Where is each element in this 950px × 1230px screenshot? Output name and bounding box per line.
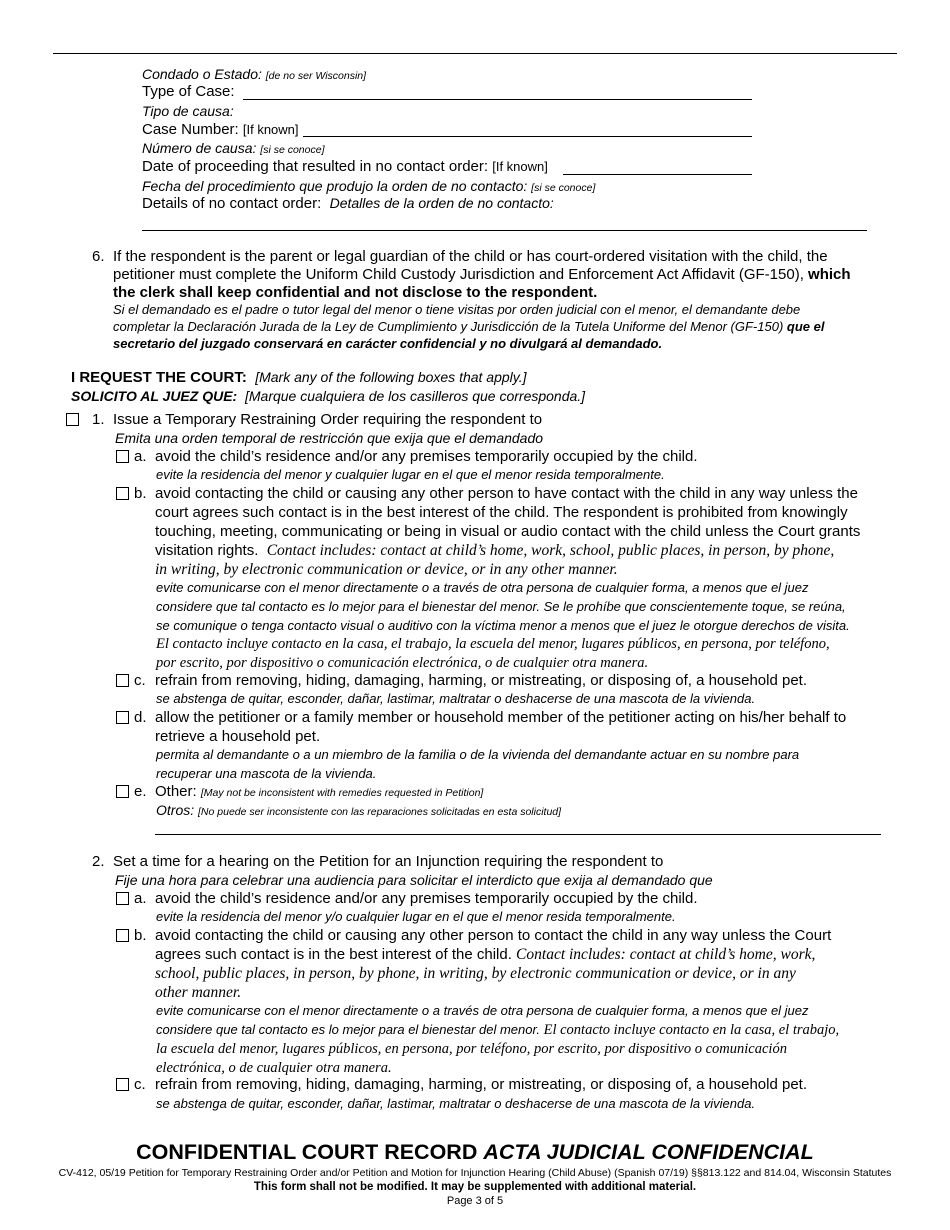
date-proceeding-field[interactable]	[563, 174, 752, 175]
item1e-checkbox[interactable]	[116, 785, 129, 798]
item2-title-es: Fije una hora para celebrar una audiencia para solicitar el interdicto que exija al demandado que	[115, 872, 713, 888]
item1e-text-es: Otros: [No puede ser inconsistente con las reparaciones solicitadas en esta solicitud]	[156, 802, 562, 818]
item1c-label: c.	[134, 672, 146, 689]
date-proceeding-label-es: Fecha del procedimiento que produjo la orden de no contacto: [si se conoce]	[142, 178, 596, 194]
item2a-label: a.	[134, 890, 147, 907]
item1b-checkbox[interactable]	[116, 487, 129, 500]
item1b-text: avoid contacting the child or causing any other person to have contact with the child in any way unless the court agrees such contact is in the best interest of the child. The respondent is prohibited from knowingly touching, meeting, communicating or being in visual or audio contact with the child unless the Court grants visitation rights. Contact includes: contact at child’s home, work, school, public places, in person, by phone, in writing, by electronic communication or device, or in any other manner.	[155, 485, 861, 578]
type-of-case-field[interactable]	[243, 99, 752, 100]
item2c-checkbox[interactable]	[116, 1078, 129, 1091]
request-heading: I REQUEST THE COURT: [Mark any of the following boxes that apply.]	[71, 369, 527, 386]
item1e-label: e.	[134, 783, 147, 800]
case-number-label-es: Número de causa: [si se conoce]	[142, 140, 325, 156]
item1d-text: allow the petitioner or a family member or household member of the petitioner acting on his/her behalf to retrieve a household pet.	[155, 709, 847, 745]
request-heading-es: SOLICITO AL JUEZ QUE: [Marque cualquiera de los casilleros que corresponda.]	[71, 388, 586, 404]
item1-number: 1.	[92, 411, 105, 428]
item1-title-es: Emita una orden temporal de restricción que exija que el demandado	[115, 430, 544, 446]
page-number: Page 3 of 5	[446, 1195, 504, 1207]
item2c-label: c.	[134, 1076, 146, 1093]
footer-notice: This form shall not be modified. It may be supplemented with additional material.	[253, 1181, 697, 1193]
item1d-checkbox[interactable]	[116, 711, 129, 724]
top-rule	[53, 53, 897, 54]
item1-title: Issue a Temporary Restraining Order requiring the respondent to	[113, 411, 543, 428]
item2-number: 2.	[92, 853, 105, 870]
item6-number: 6.	[92, 248, 105, 265]
item1a-text: avoid the child’s residence and/or any premises temporarily occupied by the child.	[155, 448, 698, 465]
item1a-checkbox[interactable]	[116, 450, 129, 463]
details-label: Details of no contact order: Detalles de la orden de no contacto:	[142, 195, 554, 212]
item1b-label: b.	[134, 485, 147, 502]
item1c-text: refrain from removing, hiding, damaging, harming, or mistreating, or disposing of, a household pet.	[155, 672, 808, 689]
type-of-case-label: Type of Case:	[142, 83, 235, 100]
footer-form-line: CV-412, 05/19 Petition for Temporary Restraining Order and/or Petition and Motion for Injunction Hearing (Child Abuse) (Spanish 07/19) §§813.122 and 814.04, Wisconsin Statutes	[58, 1167, 892, 1179]
item1-checkbox[interactable]	[66, 413, 79, 426]
item6-text-es: Si el demandado es el padre o tutor legal del menor o tiene visitas por orden judicial con el menor, el demandante debe completar la Declaración Jurada de la Ley de Cumplimiento y Jurisdicción de la Tutela Uniforme del Menor (GF-150) que el secretario del juzgado conservará en carácter confidencial y no divulgará al demandado.	[113, 302, 825, 351]
item2b-label: b.	[134, 927, 147, 944]
item1a-label: a.	[134, 448, 147, 465]
item1d-label: d.	[134, 709, 147, 726]
item2a-text: avoid the child’s residence and/or any premises temporarily occupied by the child.	[155, 890, 698, 907]
item2b-checkbox[interactable]	[116, 929, 129, 942]
footer-title: CONFIDENTIAL COURT RECORD ACTA JUDICIAL CONFIDENCIAL	[136, 1140, 814, 1164]
item1a-text-es: evite la residencia del menor y cualquier lugar en el que el menor resida temporalmente.	[156, 467, 665, 482]
item2a-checkbox[interactable]	[116, 892, 129, 905]
item1d-text-es: permita al demandante o a un miembro de la familia o de la vivienda del demandante actuar en su nombre para recuperar una mascota de la vivienda.	[156, 747, 800, 781]
item1e-text: Other: [May not be inconsistent with remedies requested in Petition]	[155, 783, 484, 800]
item1b-text-es: evite comunicarse con el menor directamente o a través de otra persona de cualquier forma, a menos que el juez considere que tal contacto es lo mejor para el bienestar del menor. Se le prohíbe que conscientemente toque, se reúna, se comunique o tenga contacto visual o auditivo con la víctima menor a menos que el juez le otorgue derechos de visita. El contacto incluye contacto en la casa, el trabajo, la escuela del menor, lugares públicos, en persona, por teléfono, por escrito, por dispositivo o comunicación electrónica, o de cualquier otra manera.	[156, 580, 850, 671]
item2b-text-es: evite comunicarse con el menor directamente o a través de otra persona de cualquier forma, a menos que el juez considere que tal contacto es lo mejor para el bienestar del menor. El contacto incluye contacto en la casa, el trabajo, la escuela del menor, lugares públicos, en persona, por teléfono, por escrito, por dispositivo o comunicación electrónica, o de cualquier otra manera.	[156, 1003, 840, 1076]
item2a-text-es: evite la residencia del menor y/o cualquier lugar en el que el menor resida temporalmente.	[156, 909, 676, 924]
date-proceeding-label: Date of proceeding that resulted in no contact order: [If known]	[142, 158, 548, 175]
item6-text: If the respondent is the parent or legal guardian of the child or has court-ordered visitation with the child, the petitioner must complete the Uniform Child Custody Jurisdiction and Enforcement Act Affidavit (GF-150), which the clerk shall keep confidential and not disclose to the respondent.	[113, 248, 851, 301]
item2b-text: avoid contacting the child or causing any other person to contact the child in any way unless the Court agrees such contact is in the best interest of the child. Contact includes: contact at child’s home, work, school, public places, in person, by phone, in writing, by electronic communication or device, or in any other manner.	[155, 927, 832, 1001]
item2-title: Set a time for a hearing on the Petition for an Injunction requiring the respondent to	[113, 853, 664, 870]
item1e-other-field[interactable]	[155, 834, 881, 835]
case-number-label: Case Number: [If known]	[142, 121, 299, 138]
item2c-text: refrain from removing, hiding, damaging, harming, or mistreating, or disposing of, a household pet.	[155, 1076, 808, 1093]
type-of-case-label-es: Tipo de causa:	[142, 103, 234, 119]
county-label-es: Condado o Estado: [de no ser Wisconsin]	[142, 66, 367, 82]
case-number-field[interactable]	[303, 136, 752, 137]
item1c-checkbox[interactable]	[116, 674, 129, 687]
details-field[interactable]	[142, 230, 867, 231]
item2c-text-es: se abstenga de quitar, esconder, dañar, lastimar, maltratar o deshacerse de una mascota de la vivienda.	[156, 1096, 756, 1111]
item1c-text-es: se abstenga de quitar, esconder, dañar, lastimar, maltratar o deshacerse de una mascota de la vivienda.	[156, 691, 756, 706]
